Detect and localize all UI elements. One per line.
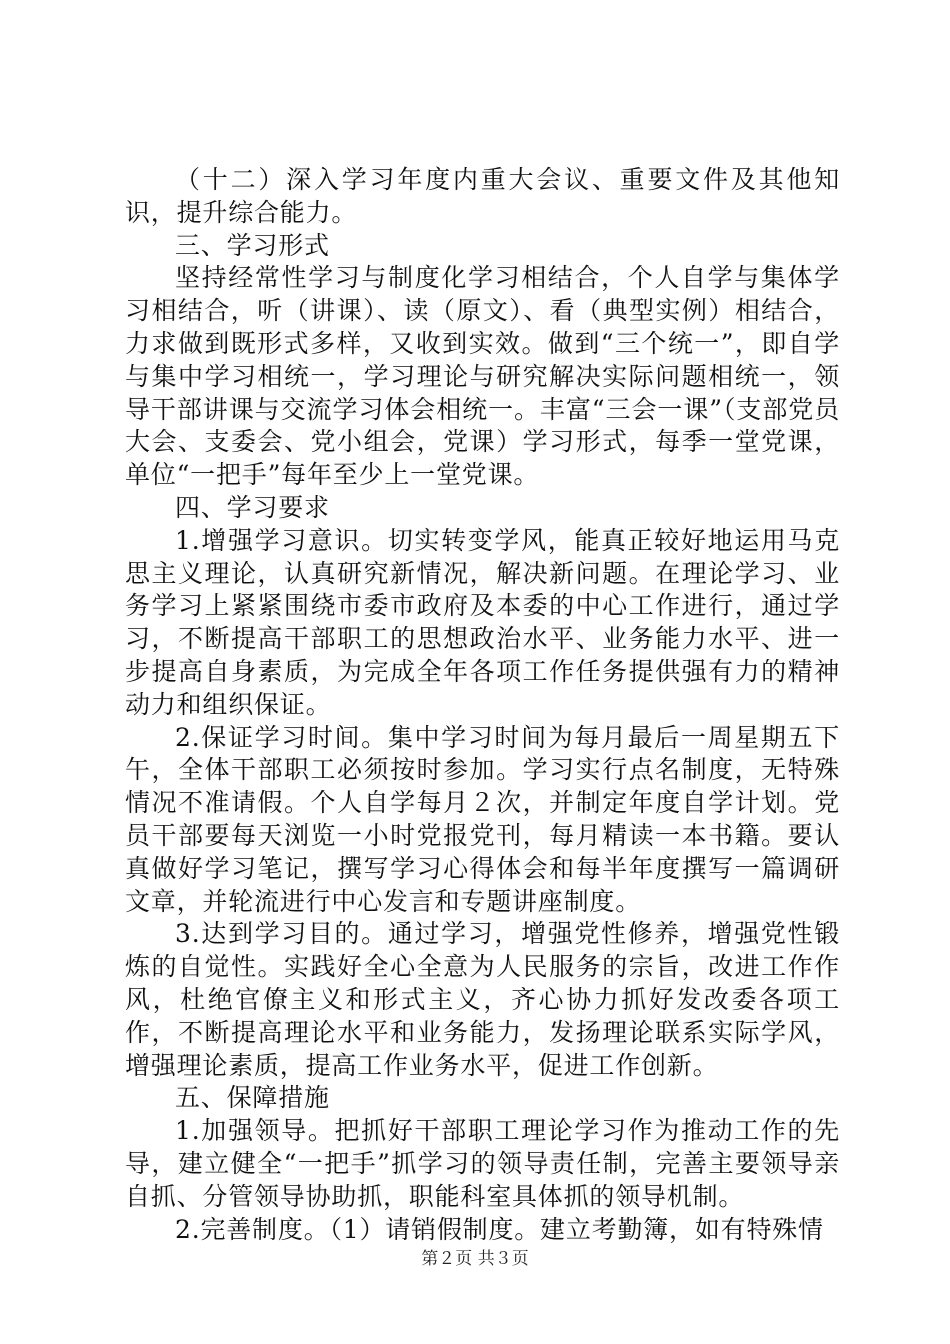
section-heading-safeguards: 五、保障措施 xyxy=(175,1083,330,1113)
paragraph-requirement-2: 2.保证学习时间。集中学习时间为每月最后一周星期五下午，全体干部职工必须按时参加。学习实行点名制度，无特殊情况不准请假。个人自学每月２次，并制定年度自学计划。党员干部要每天浏览一小时党报党刊，每月精读一本书籍。要认真做好学习笔记，撰写学习心得体会和每半年度撰写一篇调研文章，并轮流进行中心发言和专题讲座制度。 xyxy=(125,722,840,916)
paragraph-requirement-3: 3.达到学习目的。通过学习，增强党性修养，增强党性锻炼的自觉性。实践好全心全意为人民服务的宗旨，改进工作作风，杜绝官僚主义和形式主义，齐心协力抓好发改委各项工作，不断提高理论水平和业务能力，发扬理论联系实际学风，增强理论素质，提高工作业务水平，促进工作创新。 xyxy=(125,919,840,1080)
paragraph-requirement-1: 1.增强学习意识。切实转变学风，能真正较好地运用马克思主义理论，认真研究新情况，解决新问题。在理论学习、业务学习上紧紧围绕市委市政府及本委的中心工作进行，通过学习，不断提高干部职工的思想政治水平、业务能力水平、进一步提高自身素质，为完成全年各项工作任务提供强有力的精神动力和组织保证。 xyxy=(125,525,840,719)
page-number-footer: 第２页 共３页 xyxy=(421,1249,529,1269)
paragraph-safeguard-1: 1.加强领导。把抓好干部职工理论学习作为推动工作的先导，建立健全“一把手”抓学习的领导责任制，完善主要领导亲自抓、分管领导协助抓，职能科室具体抓的领导机制。 xyxy=(125,1116,840,1211)
section-heading-study-requirements: 四、学习要求 xyxy=(175,492,330,522)
document-body xyxy=(125,164,840,1246)
paragraph-study-item-12: （十二）深入学习年度内重大会议、重要文件及其他知识，提升综合能力。 xyxy=(125,165,840,227)
paragraph-safeguard-2: 2.完善制度。（1）请销假制度。建立考勤簿，如有特殊情 xyxy=(175,1214,824,1244)
section-heading-study-format: 三、学习形式 xyxy=(175,230,330,260)
paragraph-study-format: 坚持经常性学习与制度化学习相结合，个人自学与集体学习相结合，听（讲课）、读（原文）、看（典型实例）相结合，力求做到既形式多样，又收到实效。做到“三个统一”，即自学与集中学习相统一，学习理论与研究解决实际问题相统一，领导干部讲课与交流学习体会相统一。丰富“三会一课”（支部党员大会、支委会、党小组会，党课）学习形式，每季一堂党课，单位“一把手”每年至少上一堂党课。 xyxy=(125,263,840,490)
